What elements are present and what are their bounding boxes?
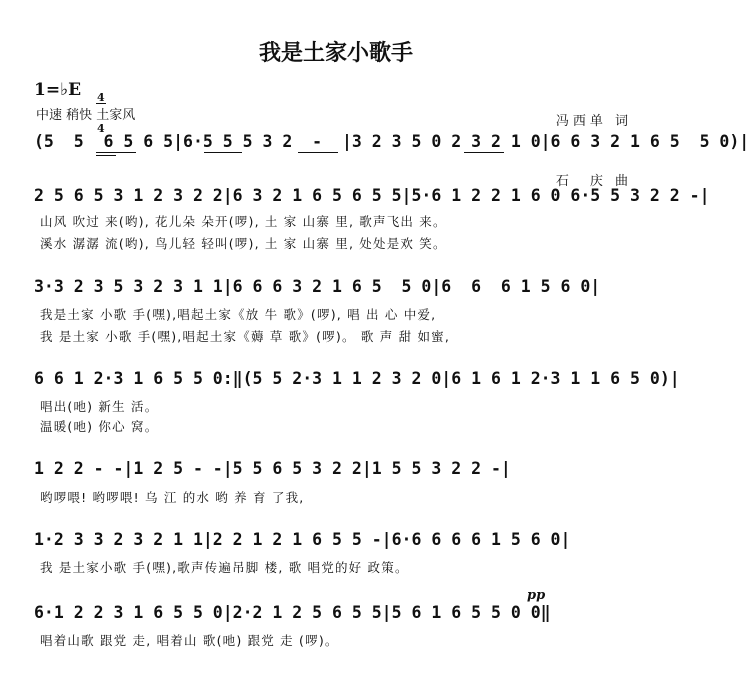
- lyric-line-3a: 我是土家 小歌 手(嘿),唱起土家《放 牛 歌》(啰), 唱 出 心 中爱,: [40, 307, 437, 322]
- staff-line-1: (5 5 6 5 6 5|6·5 5 5 3 2 - |3 2 3 5 0 2 3 2 1 0|6 6 3 2 1 6 5 5 0)|: [34, 132, 749, 151]
- lyric-line-3b: 我 是土家 小歌 手(嘿),唱起土家《薅 草 歌》(啰)。 歌 声 甜 如蜜,: [40, 329, 451, 344]
- song-title: 我是土家小歌手: [258, 41, 413, 66]
- beam-line: [204, 152, 242, 153]
- beam-line: [96, 152, 136, 153]
- lyricist-credit: 冯西单 词: [555, 114, 632, 129]
- lyric-line-2a: 山风 吹过 来(哟), 花儿朵 朵开(啰), 土 家 山寨 里, 歌声飞出 来。: [40, 214, 447, 229]
- lyric-line-4b: 温暖(吔) 你心 窝。: [40, 419, 159, 434]
- beam-line: [464, 152, 504, 153]
- meter-numerator: 4: [97, 91, 105, 104]
- lyric-line-7: 唱着山歌 跟党 走, 唱着山 歌(吔) 跟党 走 (啰)。: [40, 633, 339, 648]
- staff-line-5: 1 2 2 - -|1 2 5 - -|5 5 6 5 3 2 2|1 5 5 3 2 2 -|: [34, 459, 511, 478]
- staff-line-6: 1·2 3 3 2 3 2 1 1|2 2 1 2 1 6 5 5 -|6·6 6 6 6 1 5 6 0|: [34, 530, 571, 549]
- beam-line: [96, 155, 116, 156]
- lyric-line-4a: 唱出(吔) 新生 活。: [40, 399, 159, 414]
- lyric-line-5: 哟啰喂! 哟啰喂! 乌 江 的水 哟 养 育 了我,: [40, 490, 305, 505]
- lyric-line-6: 我 是土家小歌 手(嘿),歌声传遍吊脚 楼, 歌 唱党的好 政策。: [40, 560, 409, 575]
- tempo-marking: 中速 稍快 土家风: [36, 108, 136, 123]
- staff-line-7: 6·1 2 2 3 1 6 5 5 0|2·2 1 2 5 6 5 5|5 6 1 6 5 5 0 0‖: [34, 603, 551, 622]
- staff-line-4: 6 6 1 2·3 1 6 5 5 0:‖(5 5 2·3 1 1 2 3 2 0|6 1 6 1 2·3 1 1 6 5 0)|: [34, 369, 680, 388]
- meter-denominator: 4: [97, 122, 105, 135]
- dynamic-marking: pp: [527, 588, 546, 603]
- beam-line: [298, 152, 338, 153]
- key-signature: 1=♭E: [34, 80, 82, 100]
- composer-credit: 石 庆 曲: [555, 174, 632, 189]
- staff-line-2: 2 5 6 5 3 1 2 3 2 2|6 3 2 1 6 5 6 5 5|5·6 1 2 2 1 6 0 6·5 5 3 2 2 -|: [34, 186, 710, 205]
- lyric-line-2b: 溪水 潺潺 流(哟), 鸟儿轻 轻叫(啰), 土 家 山寨 里, 处处是欢 笑。: [40, 236, 447, 251]
- staff-line-3: 3·3 2 3 5 3 2 3 1 1|6 6 6 3 2 1 6 5 5 0|6 6 6 1 5 6 0|: [34, 277, 601, 296]
